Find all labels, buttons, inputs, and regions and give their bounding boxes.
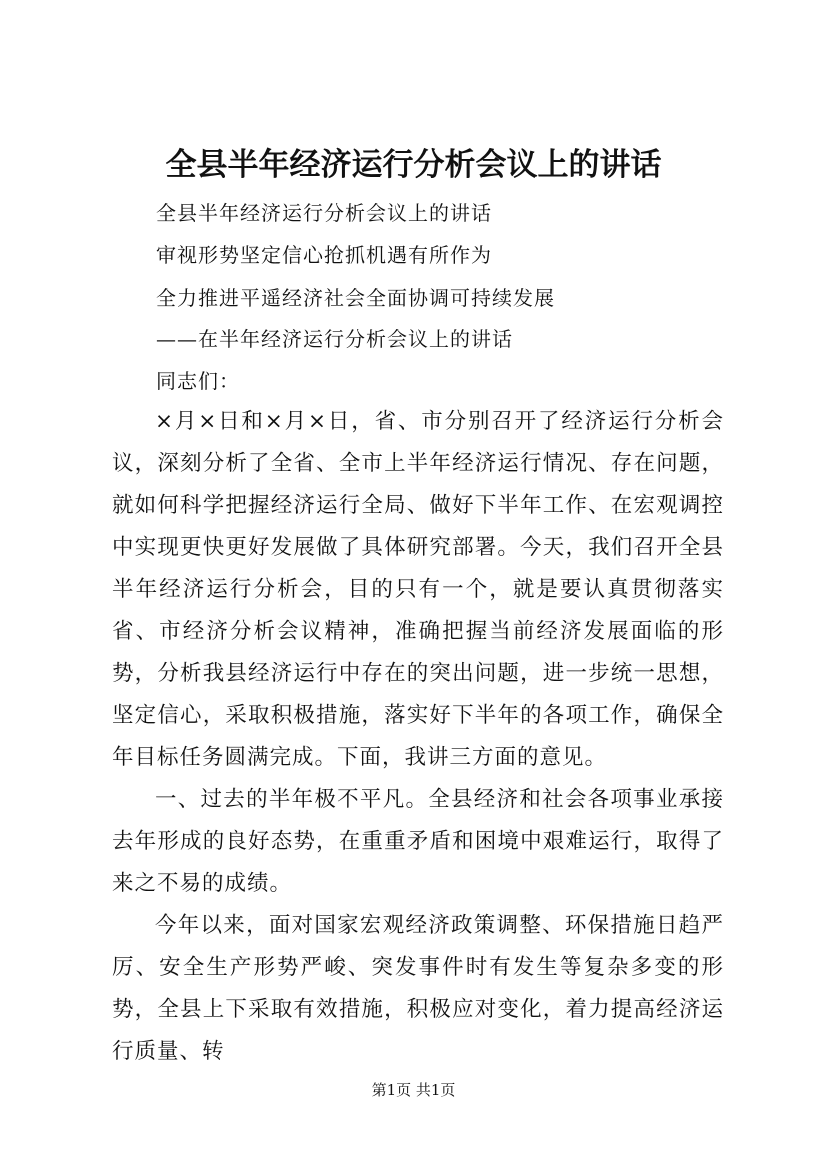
heading-line-3: 全力推进平遥经济社会全面协调可持续发展 (156, 286, 555, 310)
paragraph-1: ×月×日和×月×日，省、市分别召开了经济运行分析会议，深刻分析了全省、全市上半年经济运行情况、存在问题，就如何科学把握经济运行全局、做好下半年工作、在宏观调控中实现更快更好发展做了具体研究部署。今天，我们召开全县半年经济运行分析会，目的只有一个，就是要认真贯彻落实省、市经济分析会议精神，准确把握当前经济发展面临的形势，分析我县经济运行中存在的突出问题，进一步统一思想，坚定信心，采取积极措施，落实好下半年的各项工作，确保全年目标任务圆满完成。下面，我讲三方面的意见。 (112, 409, 724, 770)
heading-line-2: 审视形势坚定信心抢抓机遇有所作为 (156, 243, 492, 267)
paragraph-2: 一、过去的半年极不平凡。全县经济和社会各项事业承接去年形成的良好态势，在重重矛盾和困境中艰难运行，取得了来之不易的成绩。 (112, 787, 724, 896)
paragraph-3: 今年以来，面对国家宏观经济政策调整、环保措施日趋严厉、安全生产形势严峻、突发事件时有发生等复杂多变的形势，全县上下采取有效措施，积极应对变化，着力提高经济运行质量、转 (112, 913, 724, 1064)
body-text (112, 401, 724, 1073)
heading-line-1: 全县半年经济运行分析会议上的讲话 (156, 201, 492, 225)
page-number-footer: 第1页 共1页 (371, 1081, 456, 1099)
document-title: 全县半年经济运行分析会议上的讲话 (165, 147, 662, 183)
heading-line-4: ——在半年经济运行分析会议上的讲话 (156, 327, 513, 351)
salutation: 同志们： (156, 369, 240, 393)
